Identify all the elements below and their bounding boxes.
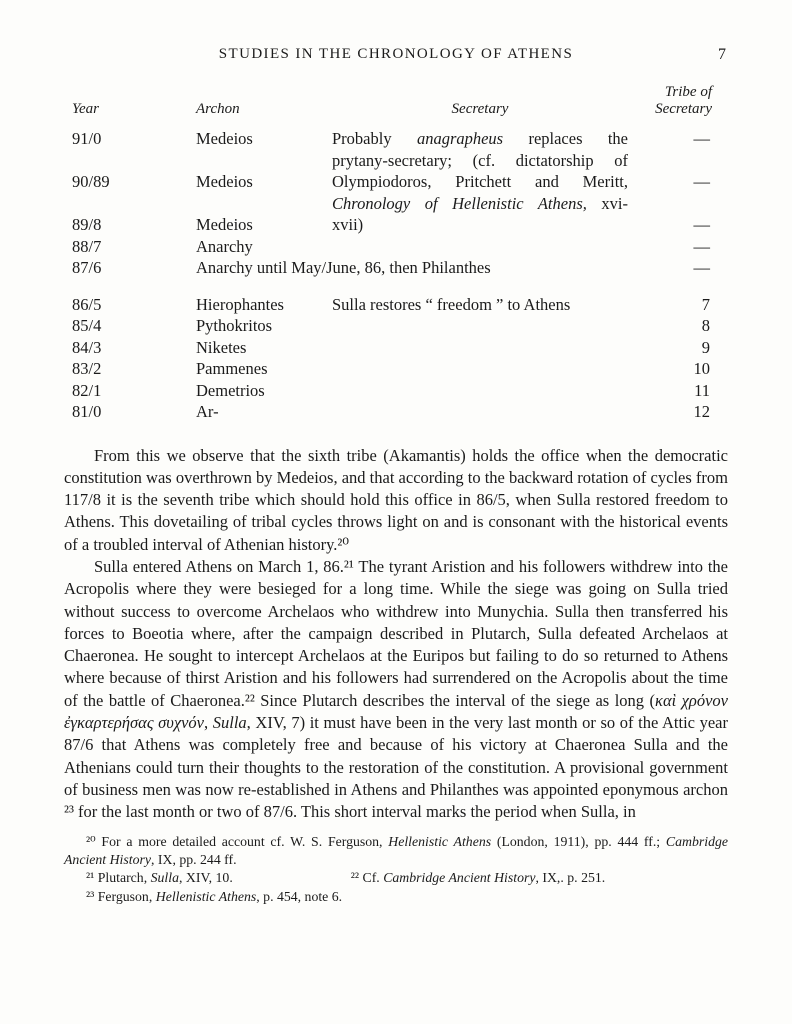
text-segment: Probably bbox=[332, 129, 417, 148]
table-row-91-0 bbox=[72, 128, 720, 171]
cell-tribe: — bbox=[693, 258, 710, 277]
secretary-line bbox=[332, 150, 628, 172]
cell-secretary: xvii) bbox=[332, 215, 364, 234]
cell-tribe: 9 bbox=[701, 337, 710, 357]
cell-archon: Anarchy bbox=[196, 236, 253, 256]
cell-tribe: 11 bbox=[694, 380, 710, 400]
page-header-title: STUDIES IN THE CHRONOLOGY OF ATHENS bbox=[218, 46, 574, 62]
table-row-83-2 bbox=[72, 358, 720, 380]
cell-secretary bbox=[332, 128, 628, 171]
text-segment: , p. 454, note 6. bbox=[256, 888, 343, 904]
cell-archon: Niketes bbox=[196, 337, 247, 357]
body-paragraph-2 bbox=[64, 556, 728, 824]
column-header-tribe-line1: Tribe of bbox=[664, 84, 712, 100]
text-segment: Sulla bbox=[212, 713, 247, 733]
cell-archon: Demetrios bbox=[196, 380, 265, 400]
cell-year: 88/7 bbox=[72, 236, 102, 256]
body-paragraph-1 bbox=[64, 445, 728, 556]
cell-archon: Medeios bbox=[196, 129, 253, 148]
text-segment: , bbox=[204, 713, 213, 733]
footnote-21-22 bbox=[64, 869, 728, 887]
table-row-87-6 bbox=[72, 257, 720, 279]
table-row-85-4 bbox=[72, 315, 720, 337]
text-segment: ²⁰ For a more detailed account cf. W. S. Ferguson, bbox=[86, 833, 389, 849]
cell-archon: Medeios bbox=[196, 215, 253, 234]
archon-table bbox=[72, 84, 720, 423]
cell-year: 81/0 bbox=[72, 402, 102, 421]
text-segment: Sulla bbox=[150, 870, 179, 886]
secretary-line bbox=[332, 128, 628, 150]
table-row-90-89 bbox=[72, 171, 720, 214]
text-segment: From this we observe that the sixth tribe (Akamantis) holds the office when the democratic constitution was overthrown by Medeios, and that according to the backward rotation of cycles from 117/8 it is the seventh tribe which should hold this office in 86/5, when Sulla restored freedom to Athens. This dovetailing of tribal cycles throws light on and is consonant with the historical events of a troubled interval of Athenian history.²⁰ bbox=[64, 445, 728, 554]
cell-secretary bbox=[332, 401, 628, 423]
cell-year: 82/1 bbox=[72, 380, 102, 400]
cell-year: 84/3 bbox=[72, 337, 102, 357]
text-segment: Hellenistic Athens bbox=[155, 888, 257, 904]
table-header-row bbox=[72, 84, 720, 118]
cell-year: 89/8 bbox=[72, 215, 102, 234]
cell-tribe: — bbox=[693, 129, 710, 148]
cell-tribe: — bbox=[693, 172, 710, 191]
table-row-88-7 bbox=[72, 236, 720, 258]
cell-tribe: 10 bbox=[693, 359, 710, 378]
text-segment: ²² Cf. bbox=[350, 870, 384, 886]
cell-secretary bbox=[332, 236, 628, 258]
text-segment: Sulla entered Athens on March 1, 86.²¹ The tyrant Aristion and his followers withdrew into the Acropolis where they were besieged for a long time. While the siege was going on Sulla tried without success to overcome Archelaos who withdrew into Munychia. Sulla then transferred his forces to Boeotia where, after the campaign described in Plutarch, Sulla defeated Archelaos at Chaeronea. He sought to intercept Archelaos at the Euripos but failing to do so returned to Athens where because of thirst Aristion and his followers had surrendered on the Acropolis about the time of the battle of Chaeronea.²² Since Plutarch describes the interval of the siege as long ( bbox=[64, 556, 728, 710]
table-row-86-5 bbox=[72, 294, 720, 316]
text-segment: anagrapheus bbox=[416, 129, 504, 148]
footnote-23 bbox=[64, 888, 728, 906]
cell-archon: Pythokritos bbox=[196, 316, 273, 335]
cell-secretary bbox=[332, 337, 628, 359]
cell-tribe: 7 bbox=[701, 294, 710, 314]
column-header-secretary: Secretary bbox=[451, 101, 509, 117]
text-segment: (London, 1911), pp. 444 ff.; bbox=[491, 833, 666, 849]
footnote-20 bbox=[64, 833, 728, 870]
cell-tribe: — bbox=[693, 215, 710, 234]
cell-archon: Pammenes bbox=[196, 359, 268, 378]
page-number: 7 bbox=[718, 46, 726, 63]
cell-tribe: 8 bbox=[701, 316, 710, 335]
text-segment: ²¹ Plutarch, bbox=[86, 870, 151, 886]
cell-archon: Ar- bbox=[196, 402, 219, 421]
text-segment: Cambridge Ancient History bbox=[383, 870, 536, 886]
cell-year: 90/89 bbox=[72, 172, 110, 191]
secretary-line bbox=[332, 171, 628, 193]
column-header-tribe-line2: Secretary bbox=[655, 101, 712, 117]
text-segment: , IX, pp. 244 ff. bbox=[150, 851, 237, 867]
footnotes bbox=[64, 833, 728, 907]
table-group-divider bbox=[72, 279, 720, 294]
cell-archon: Hierophantes bbox=[196, 294, 284, 314]
text-segment: Olympiodoros, Pritchett and Meritt, bbox=[332, 172, 628, 191]
cell-secretary bbox=[332, 358, 628, 380]
body-text bbox=[64, 445, 728, 824]
running-head bbox=[64, 46, 728, 66]
secretary-line bbox=[332, 193, 628, 215]
cell-tribe: — bbox=[693, 236, 710, 256]
table-row-82-1 bbox=[72, 380, 720, 402]
cell-archon-secretary: Anarchy until May/June, 86, then Philanthes bbox=[196, 258, 491, 277]
table-row-84-3 bbox=[72, 337, 720, 359]
text-segment: ²³ Ferguson, bbox=[86, 888, 156, 904]
text-segment: Chronology of Hellenistic Athens, bbox=[332, 193, 587, 213]
cell-secretary bbox=[332, 380, 628, 402]
column-header-archon: Archon bbox=[196, 101, 240, 117]
text-segment: , XIV, 7) it must have been in the very last month or so of the Attic year 87/6 that Athens was completely free and because of his victory at Chaeronea Sulla and the Athenians could turn their thoughts to the restoration of the constitution. A provisional government of business men was now re-established in Athens and Philanthes was appointed eponymous archon ²³ for the last month or two of 87/6. This short interval marks the period when Sulla, in bbox=[64, 713, 729, 822]
cell-year: 91/0 bbox=[72, 129, 102, 148]
table-row-89-8 bbox=[72, 214, 720, 236]
cell-year: 86/5 bbox=[72, 294, 102, 314]
cell-year: 85/4 bbox=[72, 316, 102, 335]
text-segment: replaces the bbox=[503, 129, 628, 148]
text-segment: xvi- bbox=[586, 193, 628, 213]
text-segment: Hellenistic Athens bbox=[388, 833, 492, 849]
table-row-81-0 bbox=[72, 401, 720, 423]
cell-tribe: 12 bbox=[693, 402, 710, 421]
cell-secretary bbox=[332, 171, 628, 214]
text-segment: prytany-secretary; (cf. dictatorship of bbox=[332, 150, 628, 170]
text-segment: Cambridge Ancient History bbox=[64, 833, 728, 867]
cell-secretary bbox=[332, 315, 628, 337]
text-segment: , XIV, 10. bbox=[178, 870, 233, 886]
column-header-tribe bbox=[628, 84, 720, 118]
cell-archon: Medeios bbox=[196, 172, 253, 191]
text-segment: , IX,. p. 251. bbox=[535, 870, 606, 886]
text-segment: καὶ χρόνον ἐγκαρτερήσας συχνόν bbox=[64, 690, 729, 733]
cell-year: 87/6 bbox=[72, 258, 102, 277]
cell-year: 83/2 bbox=[72, 359, 102, 378]
cell-secretary: Sulla restores “ freedom ” to Athens bbox=[332, 294, 571, 314]
column-header-year: Year bbox=[72, 101, 99, 117]
